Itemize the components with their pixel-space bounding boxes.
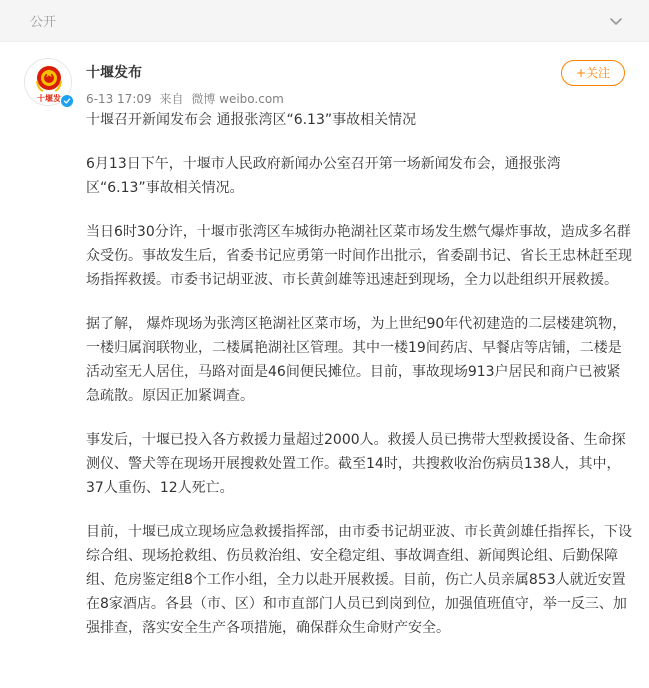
post-source[interactable]: 微博 weibo.com (191, 92, 284, 106)
post-paragraph: 据了解， 爆炸现场为张湾区艳湖社区菜市场，为上世纪90年代初建造的二层楼建筑物，一楼归属润联物业，二楼属艳湖社区管理。其中一楼19间药店、早餐店等店铺，二楼是活动室无人居住，马路对面是46间便民摊位。目前，事故现场913户居民和商户已被紧急疏散。原因正加紧调查。 (86, 316, 627, 404)
post-paragraph: 事发后，十堰已投入各方救援力量超过2000人。救援人员已携带大型救援设备、生命探测仪、警犬等在现场开展搜救处置工作。截至14时，共搜救收治伤病员138人，其中，37人重伤、12人死亡。 (86, 432, 626, 496)
verified-badge-icon (60, 94, 74, 108)
visibility-label: 公开 (30, 15, 57, 30)
follow-button[interactable]: +关注 (561, 60, 625, 86)
avatar-text: 十堰发 (37, 93, 61, 103)
post-headline: 十堰召开新闻发布会 通报张湾区“6.13”事故相关情况 (86, 112, 417, 128)
post-paragraph: 目前，十堰已成立现场应急救援指挥部，由市委书记胡亚波、市长黄剑雄任指挥长，下设综合组、现场抢救组、伤员救治组、安全稳定组、事故调查组、新闻舆论组、后勤保障组、危房鉴定组8个工作小组，全力以赴开展救援。目前，伤亡人员亲属853人就近安置在8家酒店。各县（市、区）和市直部门人员已到岗到位，加强值班值守，举一反三、加强排查，落实安全生产各项措施，确保群众生命财产安全。 (86, 524, 632, 636)
author-name[interactable]: 十堰发布 (86, 65, 142, 81)
post-paragraph: 当日6时30分许，十堰市张湾区车城街办艳湖社区菜市场发生燃气爆炸事故，造成多名群众受伤。事故发生后，省委书记应勇第一时间作出批示，省委副书记、省长王忠林赶至现场指挥救援。市委书记胡亚波、市长黄剑雄等迅速赶到现场，全力以赴组织开展救援。 (86, 224, 632, 288)
chevron-down-icon[interactable] (608, 13, 624, 29)
post-time[interactable]: 6-13 17:09 (86, 92, 152, 106)
weibo-post (0, 42, 649, 688)
source-prefix: 来自 (159, 92, 184, 106)
post-paragraph: 6月13日下午，十堰市人民政府新闻办公室召开第一场新闻发布会，通报张湾区“6.13”事故相关情况。 (86, 156, 561, 196)
visibility-bar (0, 0, 649, 42)
post-meta (86, 90, 288, 107)
post-content (86, 108, 632, 660)
